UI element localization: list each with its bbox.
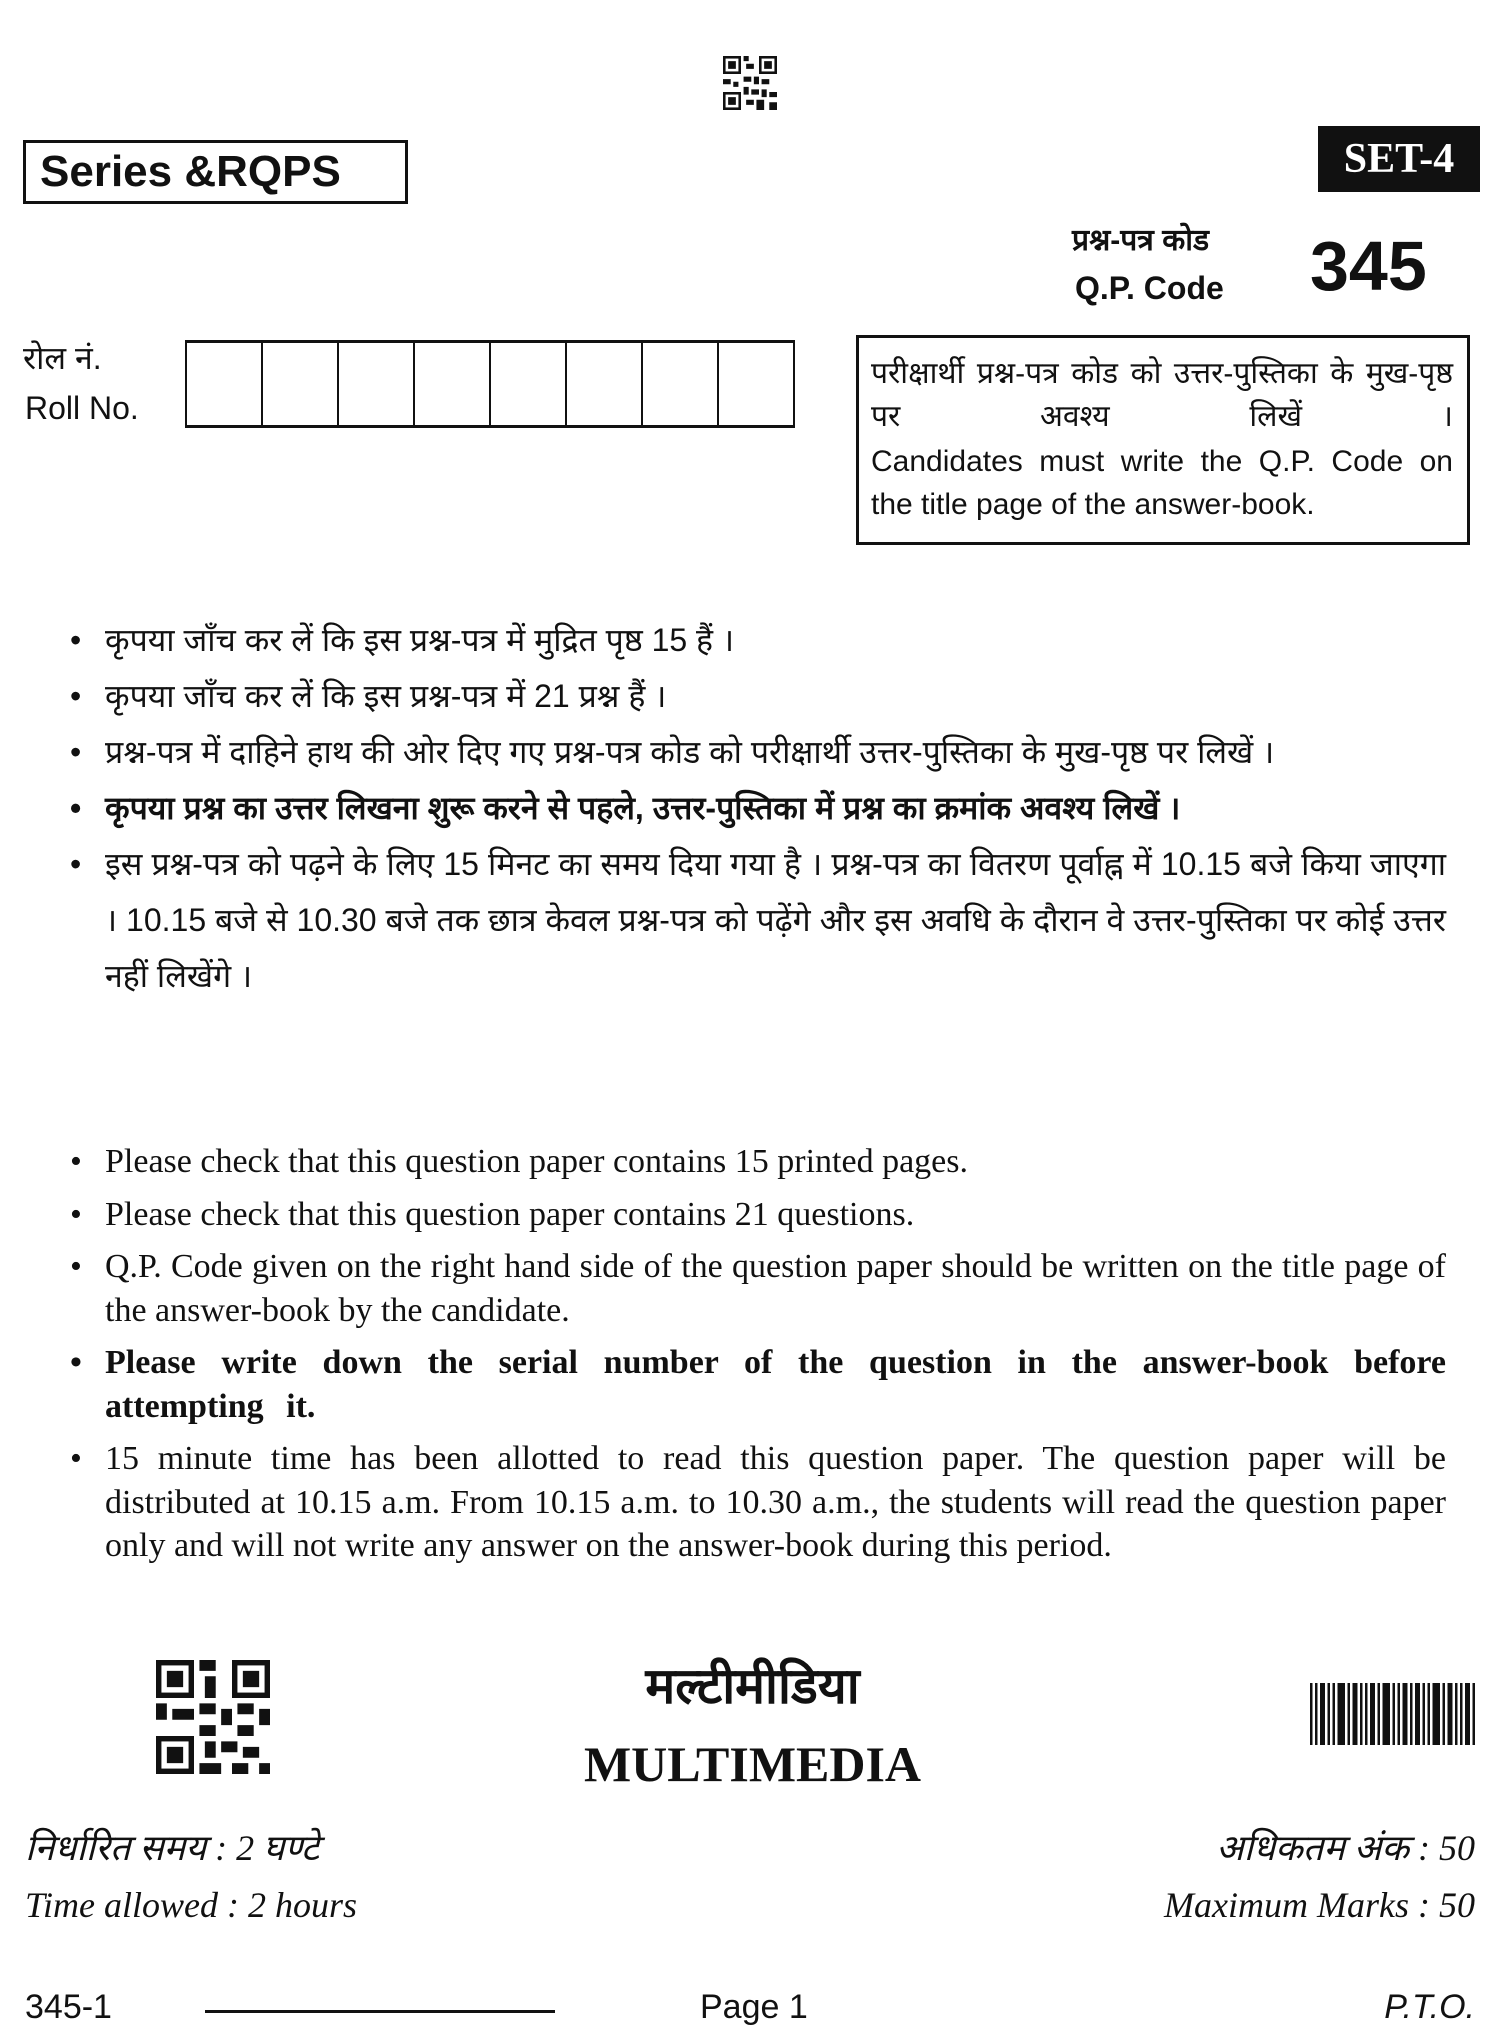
qp-code-notice-box: [856, 335, 1470, 545]
roll-digit-box[interactable]: [263, 343, 339, 425]
qp-code-label-hindi: प्रश्न-पत्र कोड: [1072, 224, 1210, 257]
roll-label: Roll No.: [25, 390, 139, 426]
notice-english: Candidates must write the Q.P. Code on the title page of the answer-book.: [871, 445, 1453, 521]
roll-digit-box[interactable]: [567, 343, 643, 425]
please-turn-over: P.T.O.: [1384, 1988, 1475, 2026]
maximum-marks-hindi: अधिकतम अंक : 50: [1216, 1828, 1475, 1868]
instruction-item: • इस प्रश्न-पत्र को पढ़ने के लिए 15 मिनट का समय दिया गया है । प्रश्न-पत्र का वितरण पूर्वाह्न में 10.15 बजे किया जाएगा । 10.15 बजे से 10.30 बजे तक छात्र केवल प्रश्न-पत्र को पढ़ेंगे और इस अवधि के दौरान वे उत्तर-पुस्तिका पर कोई उत्तर नहीं लिखेंगे ।: [70, 846, 1446, 994]
instruction-item: • Please write down the serial number of the question in the answer-book before attempting it.: [70, 1344, 1446, 1425]
qp-code-value: 345: [1310, 227, 1427, 305]
roll-digit-box[interactable]: [187, 343, 263, 425]
notice-hindi: परीक्षार्थी प्रश्न-पत्र कोड को उत्तर-पुस्तिका के मुख-पृष्ठ पर अवश्य लिखें ।: [871, 357, 1453, 433]
subject-title-hindi: मल्टीमीडिया: [645, 1658, 860, 1714]
instruction-item: • कृपया जाँच कर लें कि इस प्रश्न-पत्र में मुद्रित पृष्ठ 15 हैं ।: [70, 622, 735, 658]
instruction-item: • Q.P. Code given on the right hand side of the question paper should be written on the title page of the answer-book by the candidate.: [70, 1248, 1446, 1329]
page-number: Page 1: [700, 1988, 808, 2026]
instruction-item: • Please check that this question paper contains 21 questions.: [70, 1195, 915, 1233]
roll-digit-box[interactable]: [719, 343, 795, 425]
roll-digit-box[interactable]: [415, 343, 491, 425]
instructions-hindi: [70, 612, 1446, 1004]
instruction-item: • 15 minute time has been allotted to read this question paper. The question paper will be distributed at 10.15 a.m. From 10.15 a.m. to 10.30 a.m., the students will read the question paper only and will not write any answer on the answer-book during this period.: [70, 1440, 1446, 1564]
subject-title: MULTIMEDIA: [583, 1736, 922, 1792]
footer-divider: [205, 2010, 555, 2013]
time-allowed-hindi: निर्धारित समय : 2 घण्टे: [25, 1828, 320, 1868]
qp-code-label: Q.P. Code: [1075, 270, 1224, 306]
instructions-english: [70, 1140, 1446, 1577]
instruction-item: • कृपया प्रश्न का उत्तर लिखना शुरू करने से पहले, उत्तर-पुस्तिका में प्रश्न का क्रमांक अवश्य लिखें ।: [70, 790, 1181, 826]
roll-digit-box[interactable]: [339, 343, 415, 425]
instruction-item: • कृपया जाँच कर लें कि इस प्रश्न-पत्र में 21 प्रश्न हैं ।: [70, 678, 667, 714]
set-badge: SET-4: [1318, 126, 1480, 192]
qr-code-icon: [722, 56, 778, 110]
instruction-item: • प्रश्न-पत्र में दाहिने हाथ की ओर दिए गए प्रश्न-पत्र कोड को परीक्षार्थी उत्तर-पुस्तिका के मुख-पृष्ठ पर लिखें ।: [70, 734, 1275, 770]
roll-digit-box[interactable]: [643, 343, 719, 425]
roll-label-hindi: रोल नं.: [23, 340, 102, 376]
barcode-icon: [1310, 1683, 1475, 1745]
instruction-item: • Please check that this question paper contains 15 printed pages.: [70, 1143, 968, 1180]
roll-digit-box[interactable]: [491, 343, 567, 425]
maximum-marks: Maximum Marks : 50: [1164, 1885, 1475, 1925]
paper-code-footer: 345-1: [25, 1988, 112, 2026]
roll-number-boxes[interactable]: [185, 340, 795, 428]
series-label: Series &RQPS: [23, 140, 408, 204]
time-allowed: Time allowed : 2 hours: [25, 1885, 358, 1925]
